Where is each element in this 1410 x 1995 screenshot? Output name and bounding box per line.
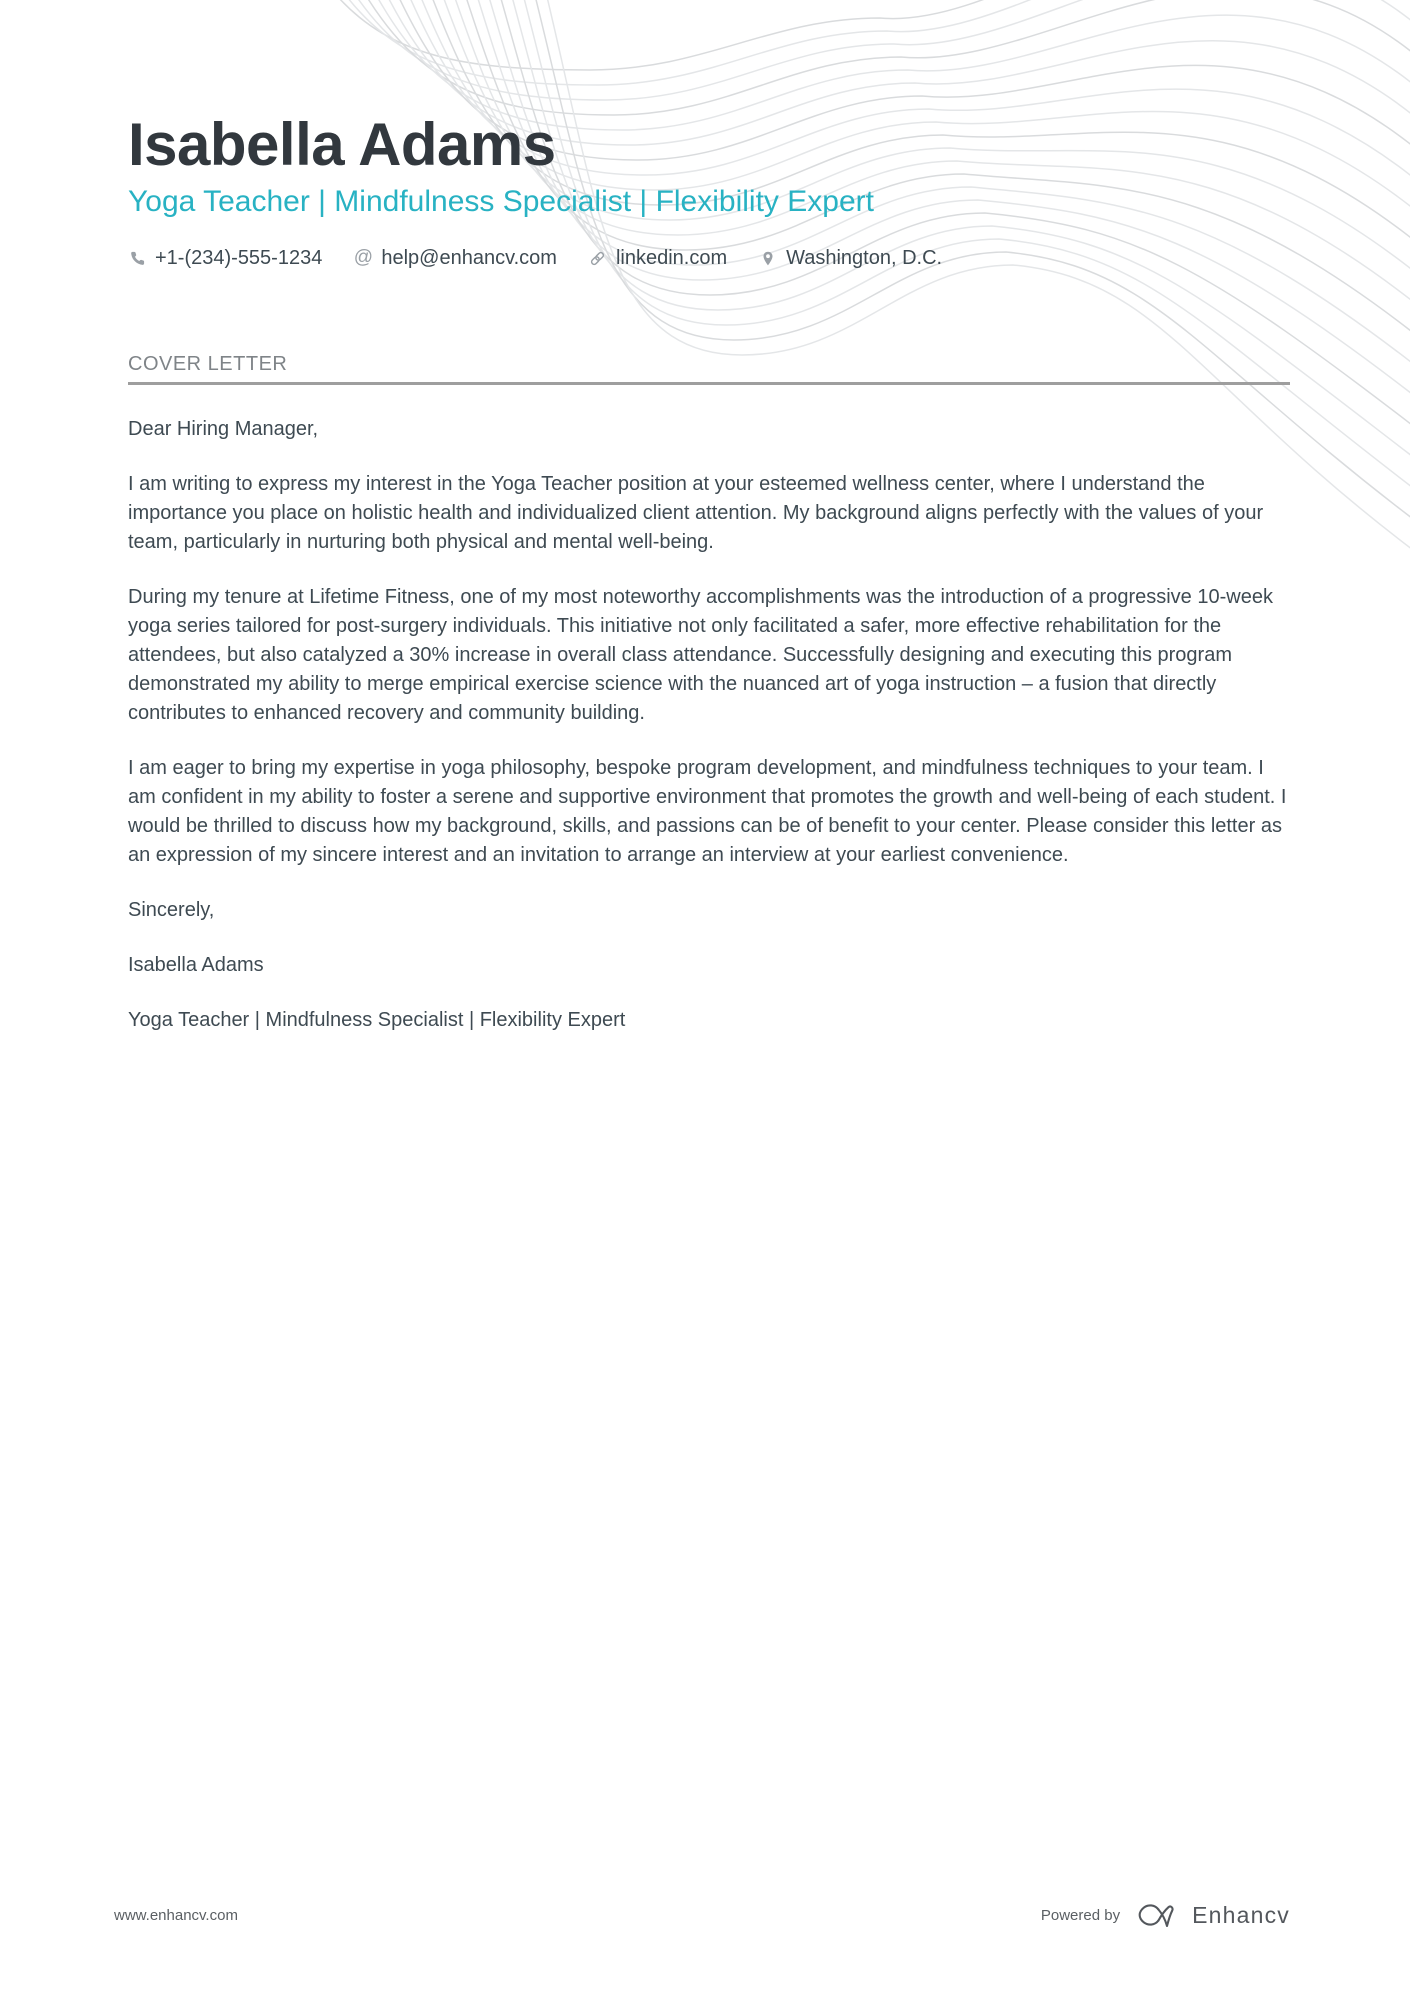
at-icon: @ xyxy=(353,247,373,268)
phone-number: +1-(234)-555-1234 xyxy=(155,247,323,269)
letter-paragraph-1: I am writing to express my interest in the Yoga Teacher position at your esteemed wellness center, where I understand the importance you place on holistic health and individualized client attention. My background aligns perfectly with the values of your team, particularly in nurturing both physical and mental well-being. xyxy=(128,473,1264,553)
website-link[interactable]: www.enhancv.com xyxy=(114,1906,238,1924)
section-label: COVER LETTER xyxy=(128,353,288,375)
letter-paragraph-2: During my tenure at Lifetime Fitness, one of my most noteworthy accomplishments was the introduction of a progressive 10-week yoga series tailored for post-surgery individuals. This initiative not only facilitated a safer, more effective rehabilitation for the attendees, but also catalyzed a 30% increase in overall class attendance. Successfully designing and executing this program demonstrated my ability to merge empirical exercise science with the nuanced art of yoga instruction – a fusion that directly contributes to enhanced recovery and community building. xyxy=(128,586,1273,724)
signature-name: Isabella Adams xyxy=(128,954,264,976)
section-divider xyxy=(128,382,1290,385)
link-icon xyxy=(589,249,607,267)
person-title: Yoga Teacher | Mindfulness Specialist | Flexibility Expert xyxy=(128,185,874,218)
closing: Sincerely, xyxy=(128,899,215,921)
location-icon xyxy=(759,249,777,267)
contact-phone[interactable] xyxy=(128,246,322,270)
signature-title: Yoga Teacher | Mindfulness Specialist | Flexibility Expert xyxy=(128,1009,626,1031)
cover-letter-section xyxy=(128,352,1290,1035)
phone-icon xyxy=(128,249,146,267)
contact-location xyxy=(759,246,942,270)
person-name: Isabella Adams xyxy=(128,111,556,178)
header xyxy=(128,112,1290,270)
powered-by[interactable] xyxy=(1041,1901,1290,1929)
powered-by-label: Powered by xyxy=(1040,1906,1121,1924)
salutation: Dear Hiring Manager, xyxy=(128,418,319,440)
contact-row xyxy=(128,246,1290,270)
contact-email[interactable] xyxy=(354,246,557,270)
letter-paragraph-3: I am eager to bring my expertise in yoga philosophy, bespoke program development, and mindfulness techniques to your team. I am confident in my ability to foster a serene and supportive environment that promotes the growth and well-being of each student. I would be thrilled to discuss how my background, skills, and passions can be of benefit to your center. Please consider this letter as an expression of my sincere interest and an invitation to arrange an interview at your earliest convenience. xyxy=(128,757,1287,866)
enhancv-wordmark: Enhancv xyxy=(1192,1901,1290,1928)
footer xyxy=(114,1901,1290,1929)
contact-linkedin[interactable] xyxy=(589,246,727,270)
location-text: Washington, D.C. xyxy=(786,247,943,269)
email-address: help@enhancv.com xyxy=(381,247,557,269)
enhancv-logo-icon xyxy=(1134,1901,1178,1929)
linkedin-url: linkedin.com xyxy=(615,247,728,269)
